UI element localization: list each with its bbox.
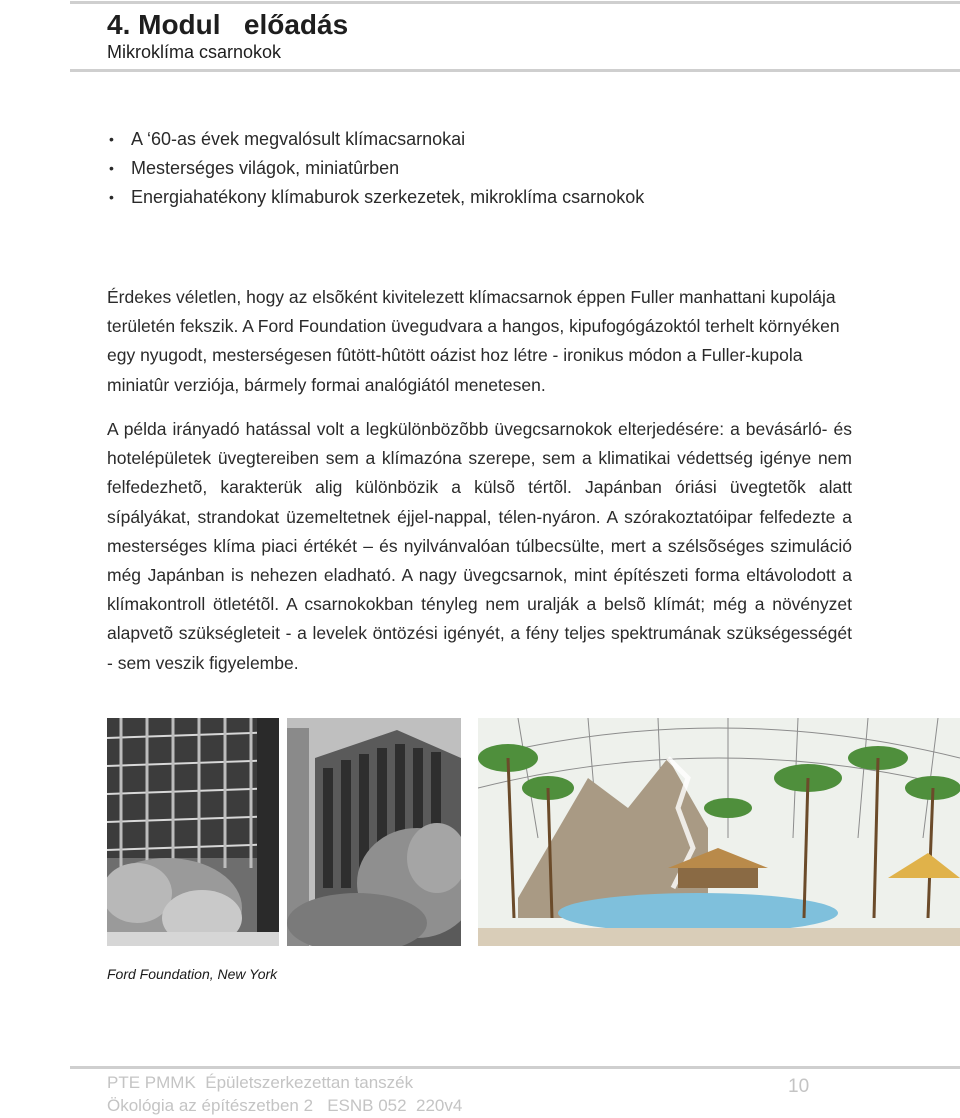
bullet-icon: • <box>109 131 114 147</box>
bullet-item <box>107 154 644 183</box>
page-number: 10 <box>788 1076 810 1097</box>
ford-foundation-exterior-photo <box>287 718 461 946</box>
footer-course: Ökológia az építészetben 2 ESNB 052 220v4 <box>107 1096 463 1115</box>
header-bottom-rule <box>70 69 960 72</box>
image-caption: Ford Foundation, New York <box>107 966 278 982</box>
bullet-item <box>107 183 644 212</box>
page-subtitle: Mikroklíma csarnokok <box>107 42 282 62</box>
page-title: 4. Modul előadás <box>107 9 349 40</box>
footer-department: PTE PMMK Épületszerkezettan tanszék <box>107 1073 414 1092</box>
bullet-text: Energiahatékony klímaburok szerkezetek, mikroklíma csarnokok <box>131 187 645 207</box>
bullet-text: A ‘60-as évek megvalósult klímacsarnokai <box>131 129 466 149</box>
bullet-text: Mesterséges világok, miniatûrben <box>131 158 400 178</box>
body-paragraph: A példa irányadó hatással volt a legkülönbözõbb üvegcsarnokok elterjedésére: a bevásárló- és hotelépületek üvegtereiben sem a klímazóna szerepe, sem a klimatikai védettség igénye nem felfedezhetõ, karakterük alig különbözik a külsõ tértõl. Japánban óriási üvegtetõk alatt sípályákat, strandokat üzemeltetnek éjjel-nappal, télen-nyáron. A szórakoztatóipar felfedezte a mesterséges klíma piaci értékét – és nyilvánvalóan túlbecsülte, mert a szélsõséges szimuláció még Japánban is nehezen eladható. A nagy üvegcsarnok, mint építészeti forma eltávolodott a klímakontroll ötletétõl. A csarnokokban tényleg nem uralják a belsõ klímát; még a növényzet alapvetõ szükségleteit - a levelek öntözési igényét, a fény teljes spektrumának szükségességét - sem veszik figyelembe. <box>107 419 852 673</box>
leisure-dome-sketch-image <box>478 718 960 946</box>
bullet-icon: • <box>109 189 114 205</box>
body-paragraph: Érdekes véletlen, hogy az elsõként kivitelezett klímacsarnok éppen Fuller manhattani kupolája területén fekszik. A Ford Foundation üvegudvara a hangos, kipufogógázoktól terhelt környéken egy nyugodt, mesterségesen fûtött-hûtött oázist hoz létre - ironikus módon a Fuller-kupola miniatûr verziója, bármely formai analógiától menetesen. <box>107 287 840 395</box>
ford-foundation-courtyard-photo <box>107 718 279 946</box>
bullet-list <box>107 125 644 212</box>
footer-rule <box>70 1066 960 1069</box>
bullet-icon: • <box>109 160 114 176</box>
header-top-rule <box>70 1 960 4</box>
bullet-item <box>107 125 644 154</box>
